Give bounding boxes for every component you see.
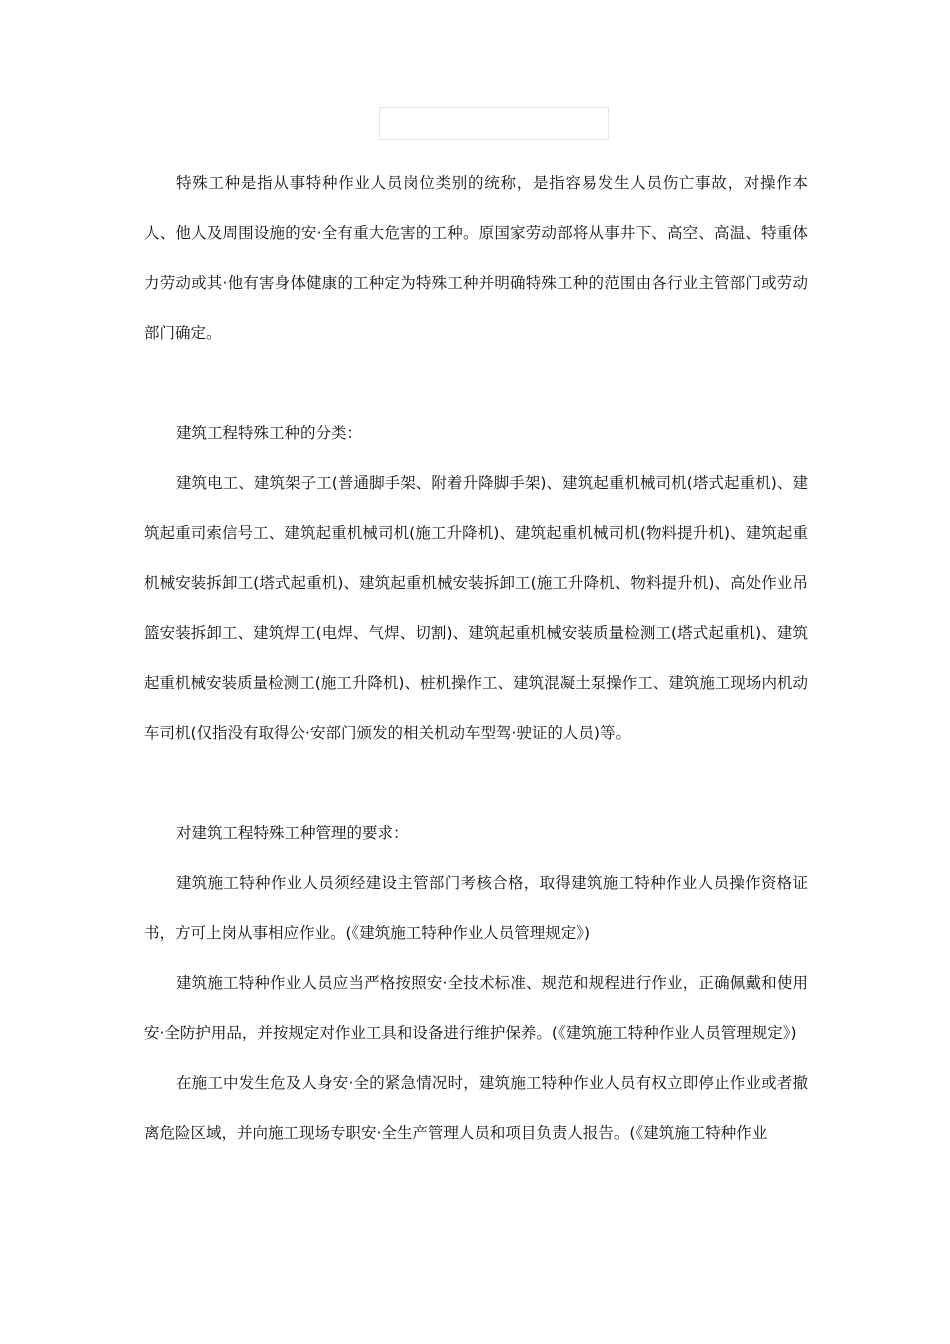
document-body: [144, 158, 808, 1158]
header-frame: [379, 107, 609, 140]
requirement-paragraph-2: 建筑施工特种作业人员应当严格按照安·全技术标准、规范和规程进行作业，正确佩戴和使用安·全防护用品，并按规定对作业工具和设备进行维护保养。(《建筑施工特种作业人员管理规定》): [144, 974, 808, 1042]
intro-paragraph: 特殊工种是指从事特种作业人员岗位类别的统称，是指容易发生人员伤亡事故，对操作本人、他人及周围设施的安·全有重大危害的工种。原国家劳动部将从事井下、高空、高温、特重体力劳动或其·他有害身体健康的工种定为特殊工种并明确特殊工种的范围由各行业主管部门或劳动部门确定。: [144, 174, 808, 342]
requirement-paragraph-3: 在施工中发生危及人身安·全的紧急情况时，建筑施工特种作业人员有权立即停止作业或者撤离危险区域，并向施工现场专职安·全生产管理人员和项目负责人报告。(《建筑施工特种作业: [144, 1074, 808, 1142]
paragraph-spacer: [144, 358, 808, 408]
requirement-paragraph-1: 建筑施工特种作业人员须经建设主管部门考核合格，取得建筑施工特种作业人员操作资格证书，方可上岗从事相应作业。(《建筑施工特种作业人员管理规定》): [144, 874, 808, 942]
paragraph-spacer: [144, 758, 808, 808]
requirements-heading: 对建筑工程特殊工种管理的要求：: [176, 824, 409, 842]
classification-heading: 建筑工程特殊工种的分类：: [176, 424, 363, 442]
classification-paragraph: 建筑电工、建筑架子工(普通脚手架、附着升降脚手架)、建筑起重机械司机(塔式起重机)、建筑起重司索信号工、建筑起重机械司机(施工升降机)、建筑起重机械司机(物料提升机)、建筑起重机械安装拆卸工(塔式起重机)、建筑起重机械安装拆卸工(施工升降机、物料提升机)、高处作业吊篮安装拆卸工、建筑焊工(电焊、气焊、切割)、建筑起重机械安装质量检测工(塔式起重机)、建筑起重机械安装质量检测工(施工升降机)、桩机操作工、建筑混凝土泵操作工、建筑施工现场内机动车司机(仅指没有取得公·安部门颁发的相关机动车型驾·驶证的人员)等。: [144, 474, 808, 742]
